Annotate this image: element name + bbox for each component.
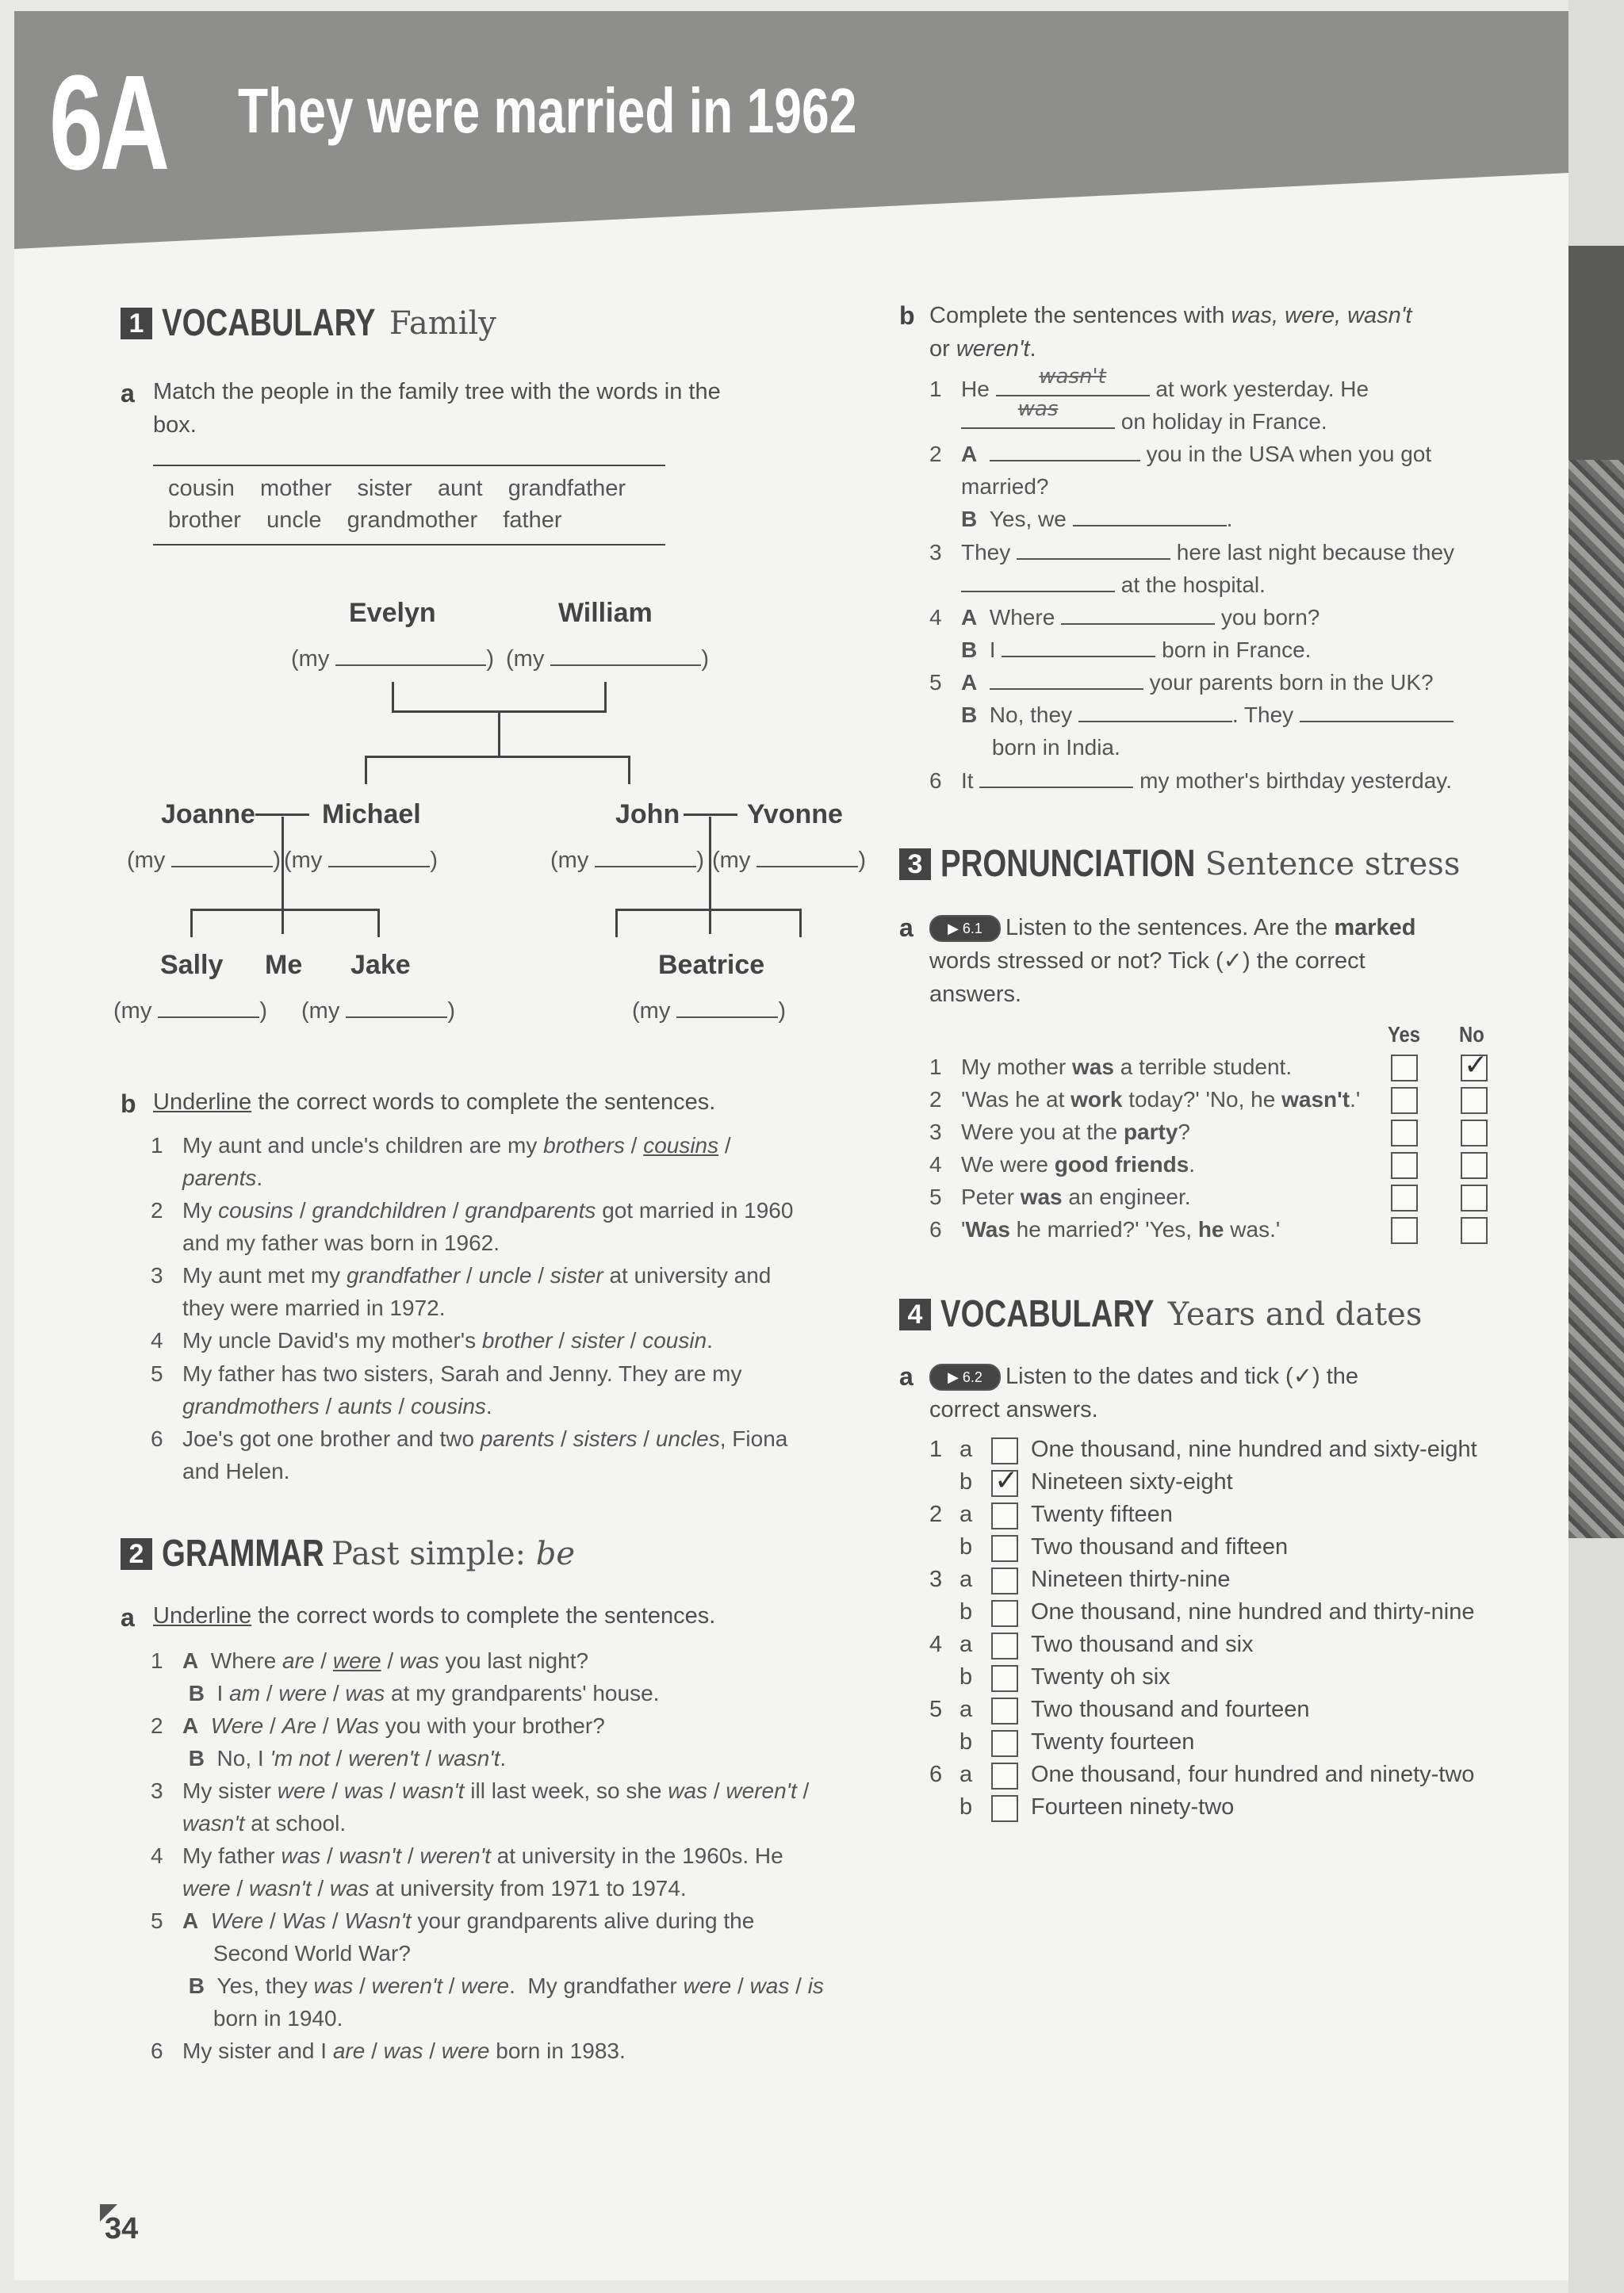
option-checkbox[interactable]	[991, 1795, 1018, 1822]
tree-line	[604, 682, 607, 712]
no-checkbox[interactable]	[1461, 1120, 1488, 1146]
option-letter: b	[959, 1729, 973, 1755]
my-label: (my	[113, 998, 152, 1024]
option-text: Fourteen ninety-two	[1031, 1794, 1235, 1820]
page-spine	[1568, 0, 1624, 2293]
option-text: Two thousand and fourteen	[1031, 1697, 1310, 1722]
tree-line	[615, 909, 618, 937]
option-letter: b	[959, 1469, 973, 1495]
tree-name: William	[558, 598, 653, 628]
instruction-keyword: Underline	[153, 1603, 252, 1629]
section-1-heading	[121, 301, 496, 345]
unit-title: They were married in 1962	[238, 75, 857, 146]
list-item: 5 Peter was an engineer.	[929, 1185, 1191, 1209]
audio-track-icon[interactable]: ▶ 6.1	[929, 915, 1001, 942]
yes-checkbox[interactable]	[1391, 1217, 1418, 1244]
tree-name: John	[615, 799, 680, 829]
answer-blank[interactable]	[961, 568, 1115, 592]
option-letter: a	[959, 1762, 973, 1787]
option-text: Nineteen thirty-nine	[1031, 1567, 1231, 1592]
tree-name: Sally	[160, 950, 224, 980]
answer-blank[interactable]	[158, 994, 259, 1018]
tree-name: Joanne	[161, 799, 256, 829]
tree-answer	[291, 642, 494, 672]
answer-blank[interactable]	[335, 642, 486, 666]
list-item: 1 My mother was a terrible student.	[929, 1055, 1293, 1079]
option-checkbox[interactable]	[991, 1535, 1018, 1562]
tree-line	[282, 817, 284, 934]
my-label: (my	[127, 848, 166, 873]
example-answer: was	[1017, 397, 1059, 421]
yes-checkbox[interactable]	[1391, 1120, 1418, 1146]
list-item: 2 My cousins / grandchildren / grandparents got married in 1960 and my father was born in 1962.	[151, 1198, 794, 1255]
list-item: 5 A your parents born in the UK? B No, they . They born in India.	[961, 666, 1516, 764]
instruction	[153, 1086, 715, 1119]
close-paren: )	[273, 848, 282, 873]
list-item: 2 A you in the USA when you got married? B Yes, we .	[961, 438, 1516, 535]
option-text: Two thousand and fifteen	[1031, 1534, 1289, 1560]
option-checkbox[interactable]	[991, 1503, 1018, 1529]
option-text: Twenty fifteen	[1031, 1502, 1173, 1527]
list-item: 4 We were good friends.	[929, 1152, 1196, 1177]
instruction: box.	[153, 412, 197, 438]
no-checkbox[interactable]	[1461, 1055, 1488, 1081]
option-letter: b	[959, 1534, 973, 1560]
answer-blank[interactable]	[595, 844, 696, 867]
instruction-text: the correct words to complete the sentences.	[258, 1089, 716, 1115]
no-checkbox[interactable]	[1461, 1217, 1488, 1244]
my-label: (my	[632, 998, 671, 1024]
option-text: Twenty oh six	[1031, 1664, 1170, 1690]
list-item: 6 My sister and I are / was / were born in 1983.	[151, 2038, 626, 2063]
option-letter: b	[959, 1794, 973, 1820]
tree-answer	[632, 994, 786, 1024]
instruction: or weren't.	[929, 336, 1036, 362]
list-item: 3 They here last night because they at the hospital.	[961, 536, 1516, 601]
option-number: 5	[929, 1697, 943, 1722]
option-text: Nineteen sixty-eight	[1031, 1469, 1233, 1495]
track-number: 6.2	[962, 1369, 982, 1386]
tree-marriage-line	[255, 813, 309, 816]
my-label: (my	[284, 848, 323, 873]
tree-marriage-line	[684, 813, 737, 816]
column-header-yes: Yes	[1388, 1022, 1421, 1047]
answer-blank[interactable]	[328, 844, 430, 867]
section-2-heading	[121, 1532, 575, 1575]
option-text: One thousand, nine hundred and sixty-eight	[1031, 1437, 1477, 1462]
list-item: 6 'Was he married?' 'Yes, he was.'	[929, 1217, 1281, 1242]
word-box-bottom	[153, 544, 665, 545]
tree-line	[498, 710, 500, 756]
tree-answer	[284, 844, 438, 874]
tree-line	[190, 909, 379, 911]
option-text: One thousand, nine hundred and thirty-nine	[1031, 1599, 1475, 1625]
answer-blank[interactable]	[756, 844, 858, 867]
tree-name: Yvonne	[747, 799, 843, 829]
column-header-no: No	[1459, 1022, 1484, 1047]
option-letter: b	[959, 1599, 973, 1625]
list-item: 4 My father was / wasn't / weren't at university in the 1960s. He were / wasn't / was at university from 1971 to 1974.	[151, 1843, 783, 1901]
tree-answer	[550, 844, 704, 874]
exercise-label: a	[121, 379, 135, 408]
exercise-label: b	[121, 1089, 136, 1118]
list-item: 3 My sister were / was / wasn't ill last week, so she was / weren't / wasn't at school.	[151, 1778, 810, 1836]
unit-number: 6A	[49, 48, 167, 198]
option-letter: a	[959, 1567, 973, 1592]
option-letter: a	[959, 1502, 973, 1527]
my-label: (my	[712, 848, 751, 873]
option-checkbox[interactable]	[991, 1698, 1018, 1725]
spine-shadow	[1568, 246, 1624, 460]
my-label: (my	[550, 848, 589, 873]
my-label: (my	[291, 646, 330, 672]
word-box-row: cousin mother sister aunt grandfather	[168, 476, 626, 501]
section-title: VOCABULARY	[162, 302, 376, 344]
option-checkbox[interactable]	[991, 1763, 1018, 1790]
list-item: 3 My aunt met my grandfather / uncle / sister at university and they were married in 1972.	[151, 1263, 772, 1320]
option-checkbox[interactable]	[991, 1568, 1018, 1594]
list-item: 4 My uncle David's my mother's brother / sister / cousin.	[151, 1328, 713, 1353]
option-number: 3	[929, 1567, 943, 1592]
tree-answer	[506, 642, 709, 672]
option-letter: a	[959, 1632, 973, 1657]
list-item: 1 A Where are / were / was you last night? B I am / were / was at my grandparents' house.	[151, 1648, 660, 1705]
tree-line	[392, 682, 394, 712]
close-paren: )	[778, 998, 787, 1024]
option-letter: b	[959, 1664, 973, 1690]
section-number: 2	[121, 1538, 152, 1570]
tree-line	[365, 756, 630, 758]
instruction-keyword: Underline	[153, 1089, 252, 1115]
track-number: 6.1	[962, 921, 982, 937]
option-number: 6	[929, 1762, 943, 1787]
instruction	[929, 912, 1416, 944]
answer-blank[interactable]	[961, 397, 1115, 429]
answer-blank[interactable]	[676, 994, 778, 1018]
spine-pattern	[1568, 460, 1624, 1538]
tree-answer	[113, 994, 267, 1024]
answer-blank[interactable]	[1078, 699, 1232, 722]
instruction: answers.	[929, 982, 1022, 1007]
section-title: VOCABULARY	[940, 1293, 1155, 1335]
word-box-top	[153, 465, 665, 466]
tree-line	[365, 756, 367, 784]
instruction-keyword: marked	[1334, 915, 1416, 940]
answer-blank[interactable]	[1300, 699, 1454, 722]
tree-line	[799, 909, 802, 937]
no-checkbox[interactable]	[1461, 1152, 1488, 1179]
tree-line	[709, 817, 711, 934]
option-checkbox[interactable]	[991, 1633, 1018, 1659]
option-text: One thousand, four hundred and ninety-two	[1031, 1762, 1475, 1787]
tree-name: Michael	[322, 799, 421, 829]
word-box-row: brother uncle grandmother father	[168, 507, 562, 533]
answer-blank[interactable]	[990, 438, 1140, 461]
section-title: PRONUNCIATION	[940, 843, 1196, 885]
page-number: 34	[105, 2212, 139, 2245]
section-number: 3	[899, 848, 931, 880]
section-3-heading	[899, 842, 1460, 886]
section-subtitle: Family	[389, 304, 496, 342]
option-text: Twenty fourteen	[1031, 1729, 1195, 1755]
list-item: 5 A Were / Was / Wasn't your grandparents alive during the Second World War? B Yes, they was / weren't / were. My grandfather were / was / is born in 1940.	[151, 1908, 824, 2031]
audio-track-icon[interactable]: ▶ 6.2	[929, 1364, 1001, 1391]
exercise-label: a	[899, 913, 914, 942]
answer-blank[interactable]	[1002, 634, 1155, 657]
exercise-label: a	[899, 1362, 914, 1391]
section-number: 4	[899, 1299, 931, 1330]
my-label: (my	[301, 998, 340, 1024]
list-item: 3 Were you at the party?	[929, 1120, 1190, 1144]
option-text: Two thousand and six	[1031, 1632, 1254, 1657]
answer-blank[interactable]	[1017, 536, 1170, 560]
list-item: 2 'Was he at work today?' 'No, he wasn't.'	[929, 1087, 1361, 1112]
tree-answer	[127, 844, 281, 874]
instruction-text: Listen to the dates and tick (✓) the	[1005, 1364, 1359, 1389]
tree-name: Evelyn	[349, 598, 436, 628]
list-item: 4 A Where you born? B I born in France.	[961, 601, 1516, 666]
yes-checkbox[interactable]	[1391, 1152, 1418, 1179]
list-item: 2 A Were / Are / Was you with your brother? B No, I 'm not / weren't / wasn't.	[151, 1713, 605, 1770]
instruction-text: the correct words to complete the sentences.	[258, 1603, 716, 1629]
tree-name: Me	[265, 950, 303, 980]
section-4-heading	[899, 1292, 1422, 1336]
tree-line	[615, 909, 801, 911]
option-checkbox[interactable]	[991, 1600, 1018, 1627]
tree-line	[377, 909, 380, 937]
option-number: 2	[929, 1502, 943, 1527]
tree-line	[628, 756, 630, 784]
close-paren: )	[447, 998, 456, 1024]
no-checkbox[interactable]	[1461, 1185, 1488, 1212]
section-title: GRAMMAR	[162, 1533, 324, 1575]
answer-blank[interactable]	[171, 844, 273, 867]
close-paren: )	[259, 998, 268, 1024]
yes-checkbox[interactable]	[1391, 1087, 1418, 1114]
tree-line	[190, 909, 193, 937]
list-item: 1 He wasn't at work yesterday. He was on holiday in France.	[961, 373, 1516, 438]
example-answer: wasn't	[1039, 365, 1106, 389]
close-paren: )	[486, 646, 495, 672]
close-paren: )	[696, 848, 705, 873]
instruction	[153, 1600, 715, 1633]
instruction-text: Listen to the sentences. Are the	[1005, 915, 1335, 940]
tree-answer	[712, 844, 866, 874]
my-label: (my	[506, 646, 545, 672]
option-checkbox[interactable]	[991, 1665, 1018, 1692]
answer-blank[interactable]	[1061, 601, 1215, 625]
option-number: 1	[929, 1437, 943, 1462]
list-item: 6 It my mother's birthday yesterday.	[961, 764, 1516, 797]
answer-blank[interactable]	[1073, 503, 1227, 526]
option-checkbox[interactable]	[991, 1470, 1018, 1497]
close-paren: )	[858, 848, 867, 873]
answer-blank[interactable]	[346, 994, 447, 1018]
section-subtitle: Years and dates	[1167, 1296, 1423, 1333]
yes-checkbox[interactable]	[1391, 1185, 1418, 1212]
exercise-label: a	[121, 1603, 135, 1632]
option-letter: a	[959, 1437, 973, 1462]
close-paren: )	[430, 848, 439, 873]
tree-answer	[301, 994, 455, 1024]
close-paren: )	[701, 646, 710, 672]
instruction: correct answers.	[929, 1397, 1098, 1422]
option-number: 4	[929, 1632, 943, 1657]
answer-blank[interactable]	[979, 764, 1133, 788]
instruction	[929, 1361, 1358, 1393]
section-subtitle: Past simple:	[331, 1535, 536, 1572]
exercise-label: b	[899, 301, 915, 330]
list-item: 5 My father has two sisters, Sarah and Jenny. They are my grandmothers / aunts / cousins.	[151, 1361, 742, 1418]
tree-name: Beatrice	[658, 950, 765, 980]
answer-blank[interactable]	[990, 666, 1143, 690]
section-subtitle-italic: be	[535, 1535, 576, 1572]
instruction: Complete the sentences with was, were, wasn't	[929, 303, 1412, 328]
instruction: words stressed or not? Tick (✓) the correct	[929, 948, 1365, 974]
list-item: 6 Joe's got one brother and two parents / sisters / uncles, Fiona and Helen.	[151, 1426, 788, 1483]
list-item: 1 My aunt and uncle's children are my brothers / cousins / parents.	[151, 1133, 731, 1190]
option-checkbox[interactable]	[991, 1437, 1018, 1464]
no-checkbox[interactable]	[1461, 1087, 1488, 1114]
yes-checkbox[interactable]	[1391, 1055, 1418, 1081]
option-letter: a	[959, 1697, 973, 1722]
instruction: Match the people in the family tree with the words in the	[153, 379, 721, 404]
answer-blank[interactable]	[550, 642, 701, 666]
section-subtitle: Sentence stress	[1205, 845, 1461, 882]
section-number: 1	[121, 308, 152, 339]
tree-name: Jake	[350, 950, 411, 980]
option-checkbox[interactable]	[991, 1730, 1018, 1757]
